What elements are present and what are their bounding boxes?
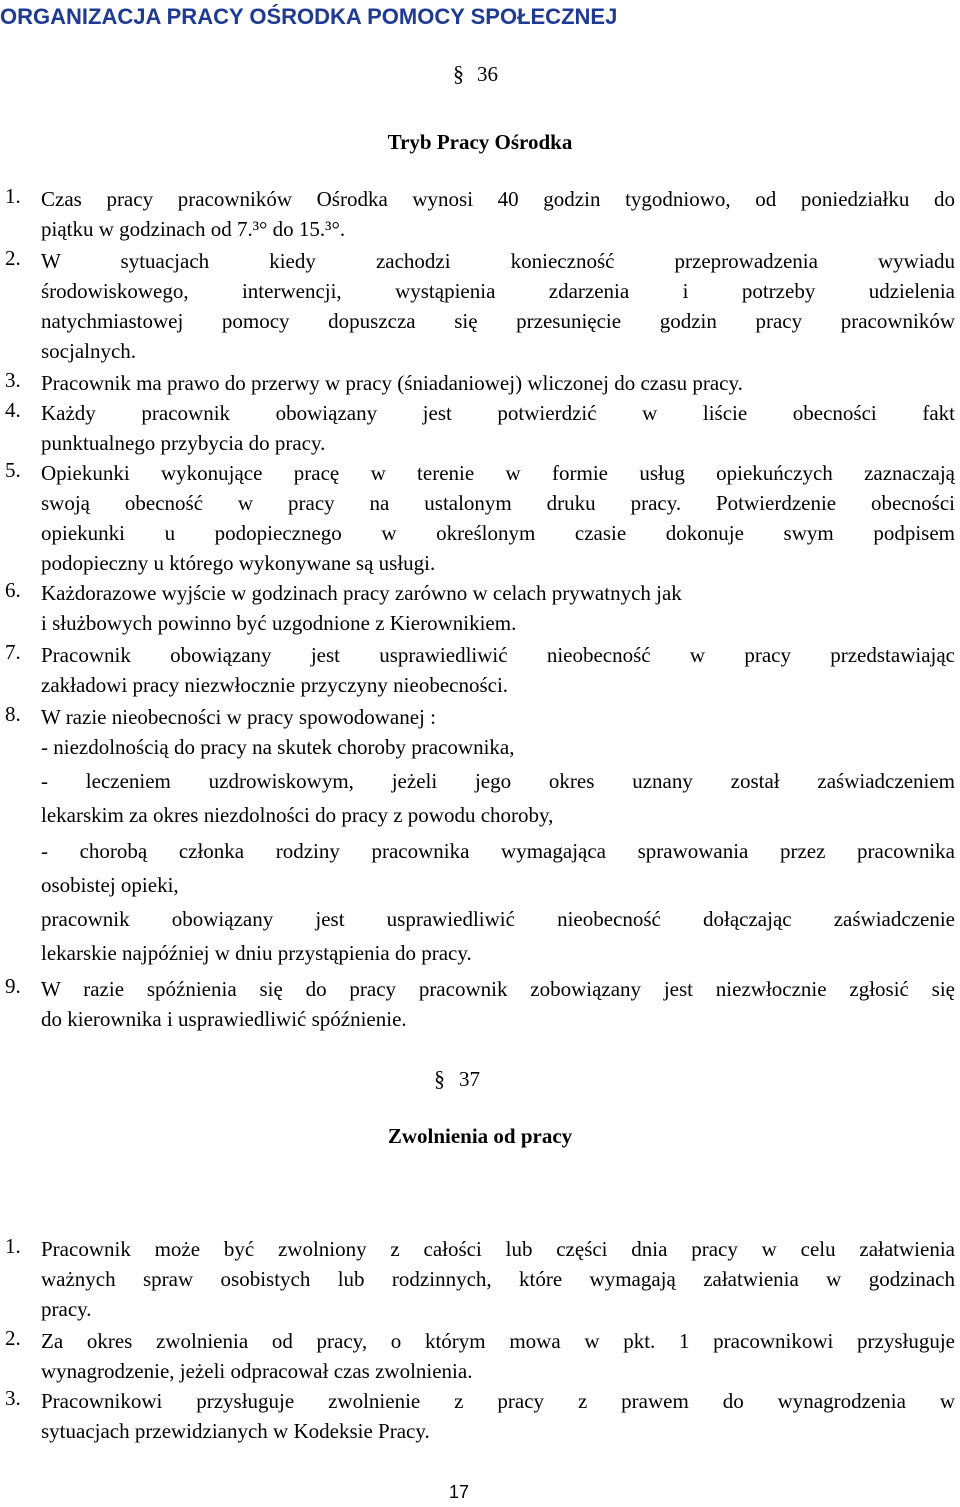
text-line: opiekunki u podopiecznego w określonym czasie dokonuje swym podpisem bbox=[41, 521, 955, 545]
text-line: środowiskowego, interwencji, wystąpienia zdarzenia i potrzeby udzielenia bbox=[41, 279, 955, 303]
list-item bbox=[41, 1234, 955, 1324]
text-line: punktualnego przybycia do pracy. bbox=[41, 431, 326, 455]
list-item bbox=[41, 640, 955, 700]
list-item bbox=[41, 1386, 955, 1446]
paragraph-sign-icon: § bbox=[434, 1066, 445, 1091]
text-line: Każdorazowe wyjście w godzinach pracy zarówno w celach prywatnych jak bbox=[41, 581, 682, 605]
list-item-number: 8. bbox=[5, 702, 21, 726]
list-item bbox=[41, 246, 955, 366]
text-line: - chorobą członka rodziny pracownika wymagająca sprawowania przez pracownika bbox=[41, 839, 955, 863]
list-item-number: 3. bbox=[5, 1386, 21, 1410]
text-line: osobistej opieki, bbox=[41, 873, 179, 897]
list-item bbox=[41, 1326, 955, 1386]
text-line: do kierownika i usprawiedliwić spóźnienie. bbox=[41, 1007, 407, 1031]
section-37-num: 37 bbox=[459, 1067, 480, 1091]
paragraph-sign-icon: § bbox=[453, 61, 464, 86]
text-line: swoją obecność w pracy na ustalonym druku pracy. Potwierdzenie obecności bbox=[41, 491, 955, 515]
page-number: 17 bbox=[448, 1482, 470, 1502]
text-line: Pracownik może być zwolniony z całości lub części dnia pracy w celu załatwienia bbox=[41, 1237, 955, 1261]
list-item-number: 2. bbox=[5, 246, 21, 270]
list-item-number: 4. bbox=[5, 398, 21, 422]
list-item-number: 7. bbox=[5, 640, 21, 664]
text-line: zakładowi pracy niezwłocznie przyczyny nieobecności. bbox=[41, 673, 509, 697]
text-line: Pracownikowi przysługuje zwolnienie z pracy z prawem do wynagrodzenia w bbox=[41, 1389, 955, 1413]
text-line: pracownik obowiązany jest usprawiedliwić nieobecność dołączając zaświadczenie bbox=[41, 907, 955, 931]
list-item bbox=[41, 458, 955, 578]
list-item-number: 1. bbox=[5, 1234, 21, 1258]
section-37-heading: Zwolnienia od pracy bbox=[387, 1124, 573, 1148]
text-line: podopieczny u którego wykonywane są usługi. bbox=[41, 551, 436, 575]
text-line: wynagrodzenie, jeżeli odpracował czas zwolnienia. bbox=[41, 1359, 473, 1383]
list-item-number: 5. bbox=[5, 458, 21, 482]
list-item bbox=[41, 398, 955, 458]
text-line: Opiekunki wykonujące pracę w terenie w formie usług opiekuńczych zaznaczają bbox=[41, 461, 955, 485]
text-line: i służbowych powinno być uzgodnione z Kierownikiem. bbox=[41, 611, 517, 635]
text-line: lekarskim za okres niezdolności do pracy z powodu choroby, bbox=[41, 803, 554, 827]
list-item bbox=[41, 702, 955, 972]
list-item-number: 9. bbox=[5, 974, 21, 998]
text-line: lekarskie najpóźniej w dniu przystąpienia do pracy. bbox=[41, 941, 472, 965]
document-title: ORGANIZACJA PRACY OŚRODKA POMOCY SPOŁECZNEJ bbox=[0, 4, 618, 29]
text-line: Czas pracy pracowników Ośrodka wynosi 40 godzin tygodniowo, od poniedziałku do bbox=[41, 187, 955, 211]
list-item-number: 3. bbox=[5, 368, 21, 392]
list-item-number: 2. bbox=[5, 1326, 21, 1350]
list-item bbox=[41, 184, 955, 244]
section-36-heading: Tryb Pracy Ośrodka bbox=[387, 130, 573, 154]
list-item bbox=[41, 368, 955, 398]
text-line: pracy. bbox=[41, 1297, 92, 1321]
text-line: Pracownik obowiązany jest usprawiedliwić nieobecność w pracy przedstawiając bbox=[41, 643, 955, 667]
text-line: piątku w godzinach od 7.³° do 15.³°. bbox=[41, 217, 346, 241]
text-line: socjalnych. bbox=[41, 339, 137, 363]
text-line: ważnych spraw osobistych lub rodzinnych, które wymagają załatwienia w godzinach bbox=[41, 1267, 955, 1291]
list-item bbox=[41, 974, 955, 1034]
text-line: - leczeniem uzdrowiskowym, jeżeli jego okres uznany został zaświadczeniem bbox=[41, 769, 955, 793]
text-line: Pracownik ma prawo do przerwy w pracy (śniadaniowej) wliczonej do czasu pracy. bbox=[41, 371, 743, 395]
text-line: W razie spóźnienia się do pracy pracownik zobowiązany jest niezwłocznie zgłosić się bbox=[41, 977, 955, 1001]
list-item-number: 6. bbox=[5, 578, 21, 602]
text-line: W razie nieobecności w pracy spowodowanej : bbox=[41, 705, 436, 729]
section-36-num: 36 bbox=[477, 62, 498, 86]
text-line: Za okres zwolnienia od pracy, o którym mowa w pkt. 1 pracownikowi przysługuje bbox=[41, 1329, 955, 1353]
list-item bbox=[41, 578, 955, 638]
text-line: sytuacjach przewidzianych w Kodeksie Pracy. bbox=[41, 1419, 430, 1443]
text-line: natychmiastowej pomocy dopuszcza się przesunięcie godzin pracy pracowników bbox=[41, 309, 955, 333]
list-item-number: 1. bbox=[5, 184, 21, 208]
section-37-number bbox=[0, 1066, 960, 1096]
text-line: Każdy pracownik obowiązany jest potwierdzić w liście obecności fakt bbox=[41, 401, 955, 425]
text-line: - niezdolnością do pracy na skutek choroby pracownika, bbox=[41, 735, 515, 759]
text-line: W sytuacjach kiedy zachodzi konieczność przeprowadzenia wywiadu bbox=[41, 249, 955, 273]
